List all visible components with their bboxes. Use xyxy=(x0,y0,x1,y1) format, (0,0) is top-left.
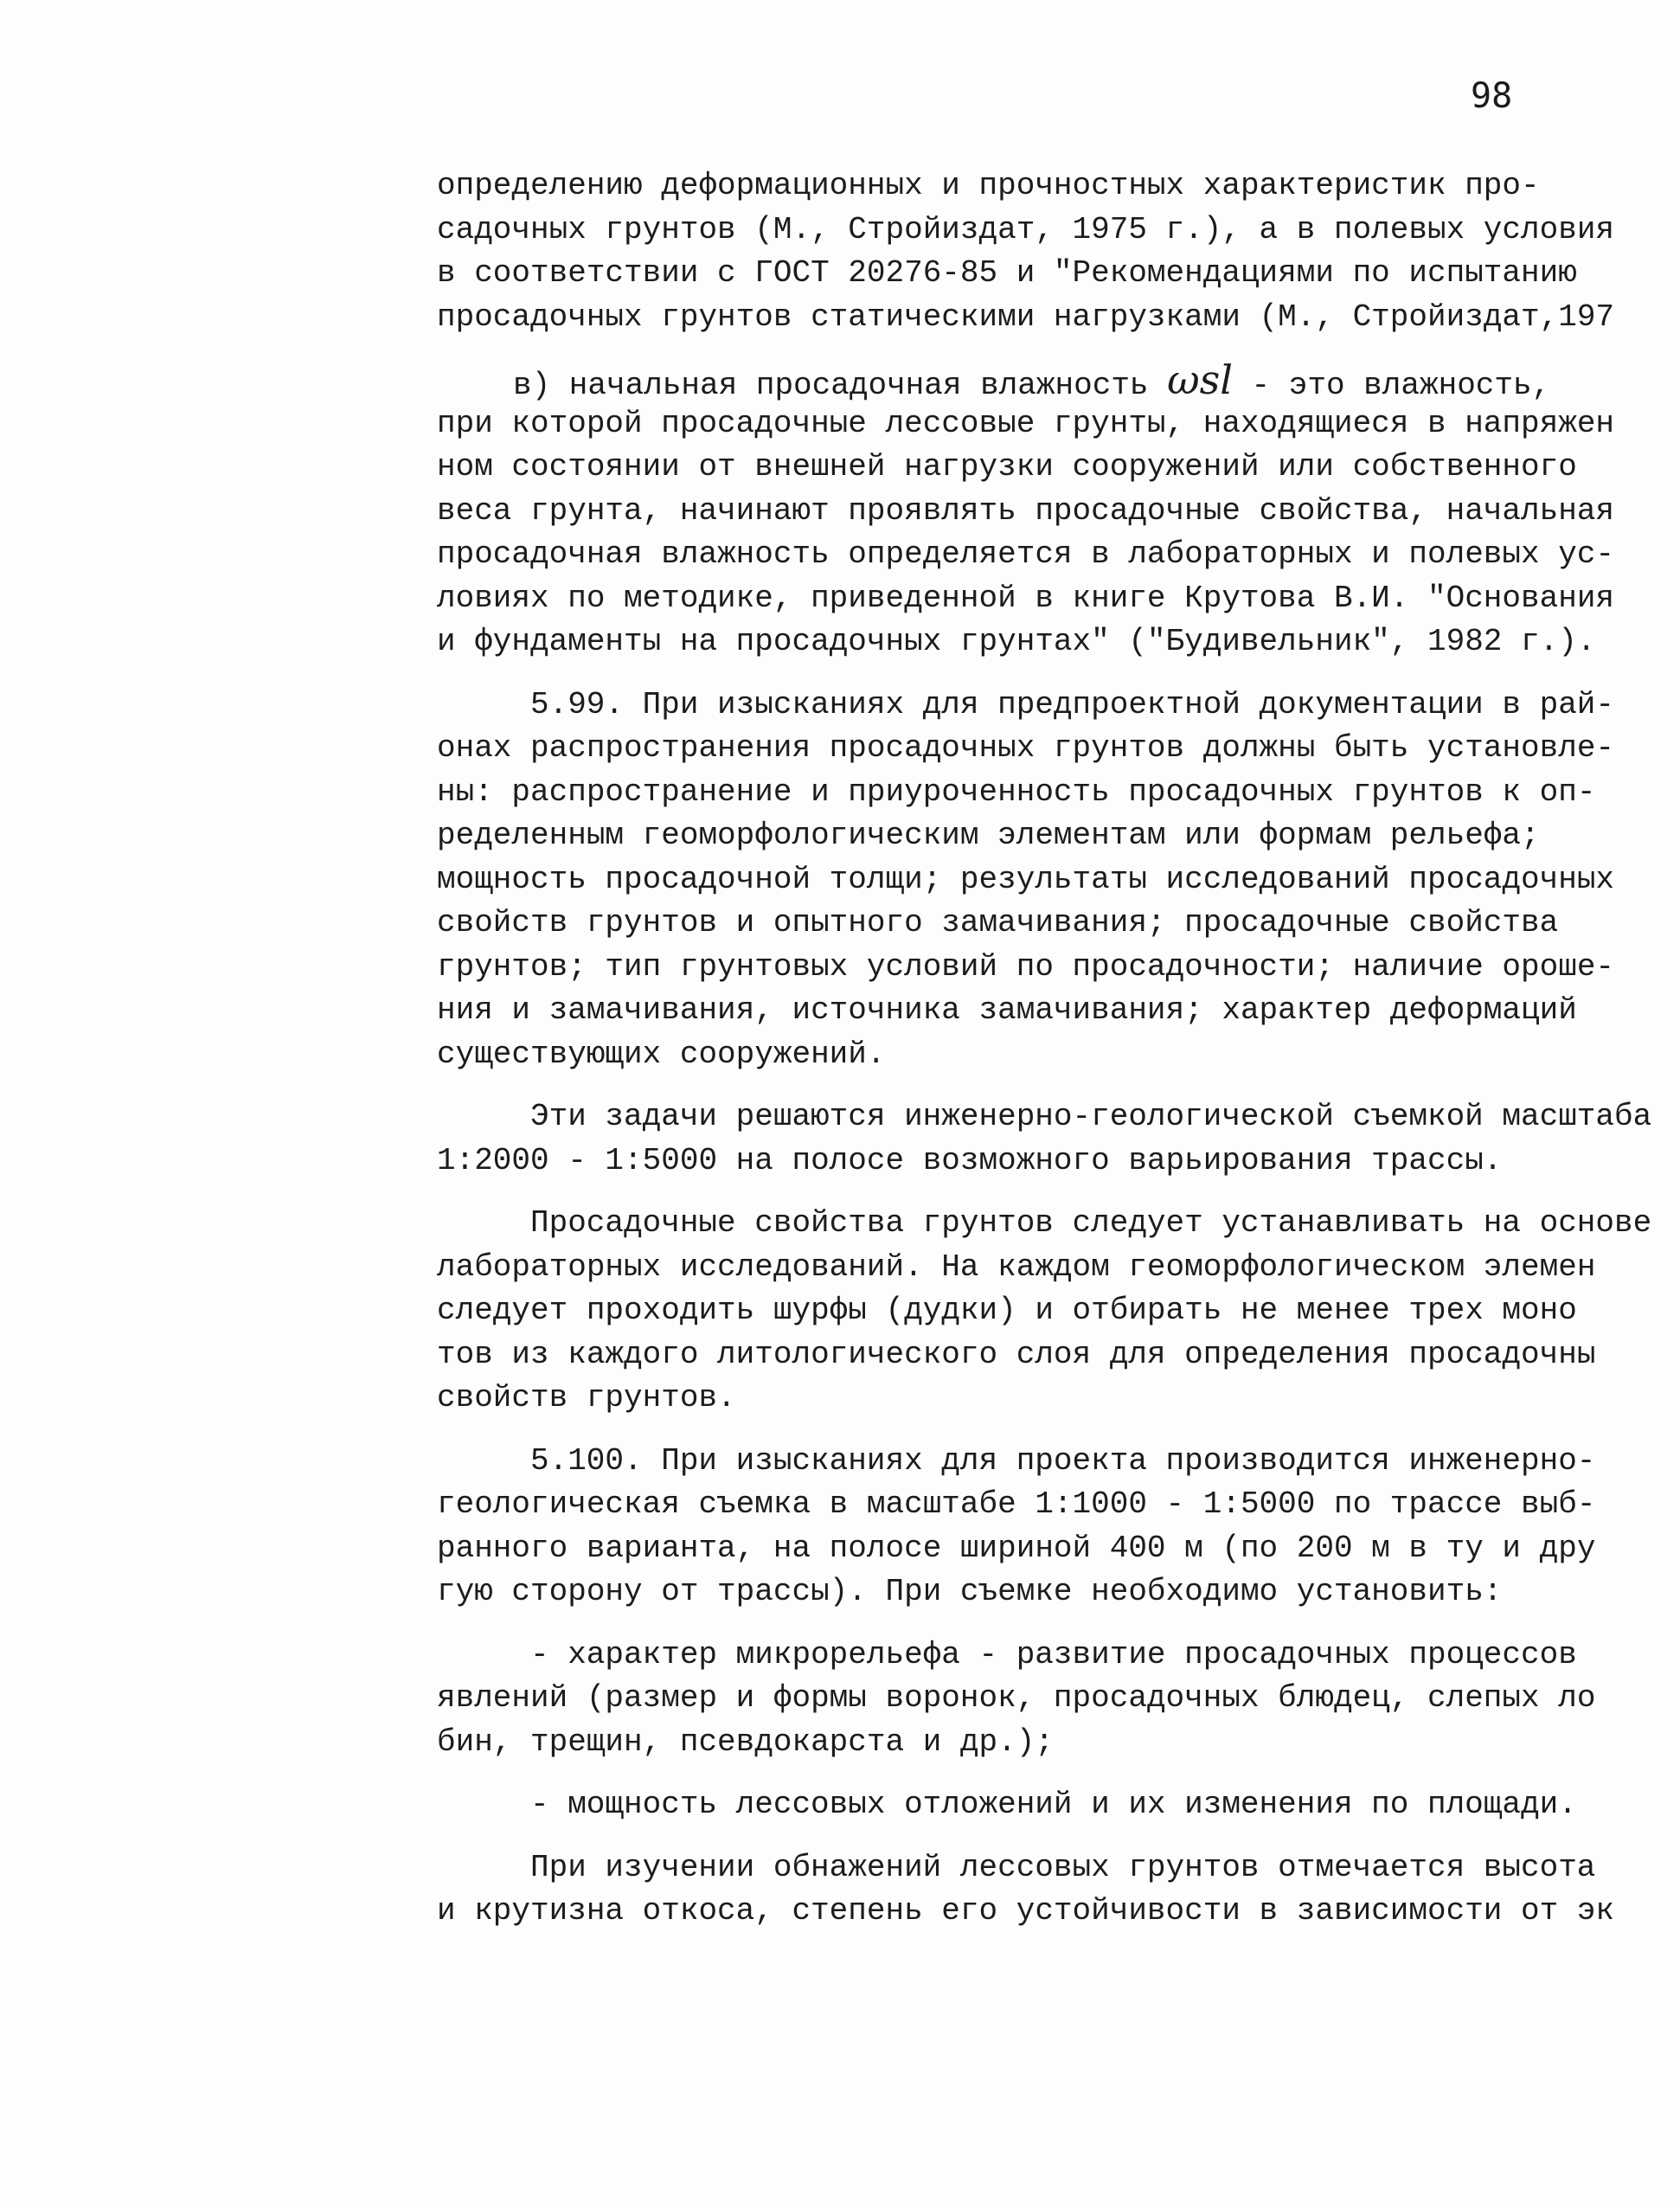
text-line: 1:2000 - 1:5000 на полосе возможного варьирования трассы. xyxy=(437,1142,1503,1178)
handwritten-symbol: ωsl xyxy=(1167,358,1233,402)
text-line: свойств грунтов и опытного замачивания; просадочные свойства xyxy=(437,905,1559,940)
text-segment: - это влажность, xyxy=(1232,368,1551,402)
text-line: ранного варианта, на полосе шириной 400 м (по 200 м в ту и дру xyxy=(437,1530,1596,1566)
text-line: ны: распространение и приуроченность просадочных грунтов к оп- xyxy=(437,773,1596,810)
text-line: в соответствии с ГОСТ 20276-85 и "Рекомендациями по испытанию xyxy=(437,255,1577,291)
text-line: мощность просадочной толщи; результаты исследований просадочных xyxy=(437,861,1615,897)
text-line: садочных грунтов (М., Стройиздат, 1975 г.), а в полевых условия xyxy=(437,211,1615,247)
text-line: Эти задачи решаются инженерно-геологической съемкой масштаба xyxy=(530,1099,1652,1134)
list-item-line: - характер микрорельефа - развитие просадочных процессов xyxy=(530,1636,1577,1672)
text-line: При изучении обнажений лессовых грунтов отмечается высота xyxy=(530,1849,1596,1885)
text-line: и крутизна откоса, степень его устойчивости в зависимости от эк xyxy=(437,1893,1615,1929)
text-line: гую сторону от трассы). При съемке необходимо установить: xyxy=(437,1574,1503,1609)
text-line: ределенным геоморфологическим элементам или формам рельефа; xyxy=(437,818,1540,853)
text-line-with-symbol xyxy=(437,358,1665,402)
text-line: ния и замачивания, источника замачивания; характер деформаций xyxy=(437,992,1577,1028)
document-body xyxy=(437,164,1665,1934)
text-line: веса грунта, начинают проявлять просадочные свойства, начальная xyxy=(437,492,1615,529)
text-line: ном состоянии от внешней нагрузки сооружений или собственного xyxy=(437,449,1577,485)
text-line: просадочных грунтов статическими нагрузками (М., Стройиздат,197 xyxy=(437,298,1615,335)
text-line: свойств грунтов. xyxy=(437,1380,736,1415)
text-line: и фундаменты на просадочных грунтах" ("Будивельник", 1982 г.). xyxy=(437,624,1596,659)
list-item-line: бин, трещин, псевдокарста и др.); xyxy=(437,1723,1054,1760)
text-line: 5.100. При изысканиях для проекта производится инженерно- xyxy=(530,1442,1596,1479)
text-line: Просадочные свойства грунтов следует устанавливать на основе xyxy=(530,1205,1652,1241)
page-number: 98 xyxy=(1471,76,1513,116)
list-item-line: явлений (размер и формы воронок, просадочных блюдец, слепых ло xyxy=(437,1680,1596,1716)
text-line: при которой просадочные лессовые грунты, находящиеся в напряжен xyxy=(437,405,1615,441)
list-item-line: - мощность лессовых отложений и их изменения по площади. xyxy=(530,1787,1577,1822)
text-line: геологическая съемка в масштабе 1:1000 - 1:5000 по трассе выб- xyxy=(437,1486,1596,1522)
text-line: просадочная влажность определяется в лабораторных и полевых ус- xyxy=(437,536,1615,572)
text-line: определению деформационных и прочностных характеристик про- xyxy=(437,168,1540,203)
text-line: тов из каждого литологического слоя для определения просадочны xyxy=(437,1336,1596,1372)
text-segment: в) начальная просадочная влажность xyxy=(513,368,1168,402)
text-line: онах распространения просадочных грунтов должны быть установле- xyxy=(437,730,1615,766)
text-line: ловиях по методике, приведенной в книге Крутова В.И. "Основания xyxy=(437,580,1615,616)
text-line: существующих сооружений. xyxy=(437,1036,886,1072)
text-line: следует проходить шурфы (дудки) и отбирать не менее трех моно xyxy=(437,1293,1577,1328)
text-line: грунтов; тип грунтовых условий по просадочности; наличие ороше- xyxy=(437,948,1615,985)
text-line: лабораторных исследований. На каждом геоморфологическом элемен xyxy=(437,1248,1596,1285)
text-line: 5.99. При изысканиях для предпроектной документации в рай- xyxy=(530,686,1615,722)
